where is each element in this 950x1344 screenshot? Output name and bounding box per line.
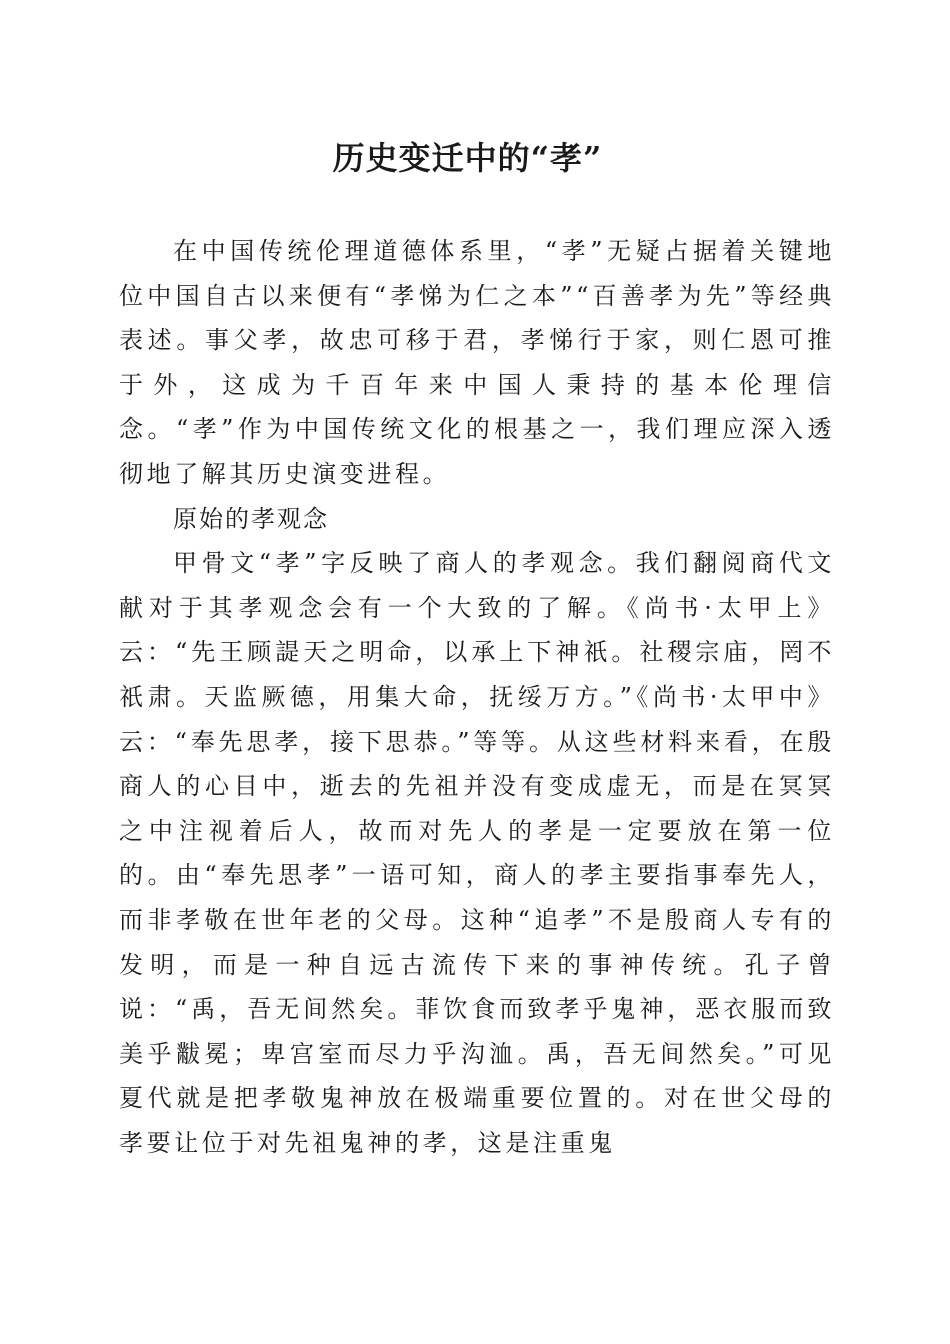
section-heading: 原始的孝观念 [173,504,329,533]
paragraph-intro: 在中国传统伦理道德体系里，“孝”无疑占据着关键地位中国自古以来便有“孝悌为仁之本”“百善孝为先”等经典表述。事父孝，故忠可移于君，孝悌行于家，则仁恩可推于外，这成为千百年来中国人秉持的基本伦理信念。“孝”作为中国传统文化的根基之一，我们理应深入透彻地了解其历史演变进程。 [119,237,835,488]
paragraph-oracle-bone: 甲骨文“孝”字反映了商人的孝观念。我们翻阅商代文献对于其孝观念会有一个大致的了解。《尚书·太甲上》云：“先王顾諟天之明命，以承上下神祇。社稷宗庙，罔不祇肃。天监厥德，用集大命，抚绥万方。”《尚书·太甲中》云：“奉先思孝，接下思恭。”等等。从这些材料来看，在殷商人的心目中，逝去的先祖并没有变成虚无，而是在冥冥之中注视着后人，故而对先人的孝是一定要放在第一位的。由“奉先思孝”一语可知，商人的孝主要指事奉先人，而非孝敬在世年老的父母。这种“追孝”不是殷商人专有的发明，而是一种自远古流传下来的事神传统。孔子曾说：“禹，吾无间然矣。菲饮食而致孝乎鬼神，恶衣服而致美乎黻冕；卑宫室而尽力乎沟洫。禹，吾无间然矣。”可见夏代就是把孝敬鬼神放在极端重要位置的。对在世父母的孝要让位于对先祖鬼神的孝，这是注重鬼 [119,549,835,1157]
document-title: 历史变迁中的“孝” [332,139,603,177]
document-body [119,229,835,1165]
